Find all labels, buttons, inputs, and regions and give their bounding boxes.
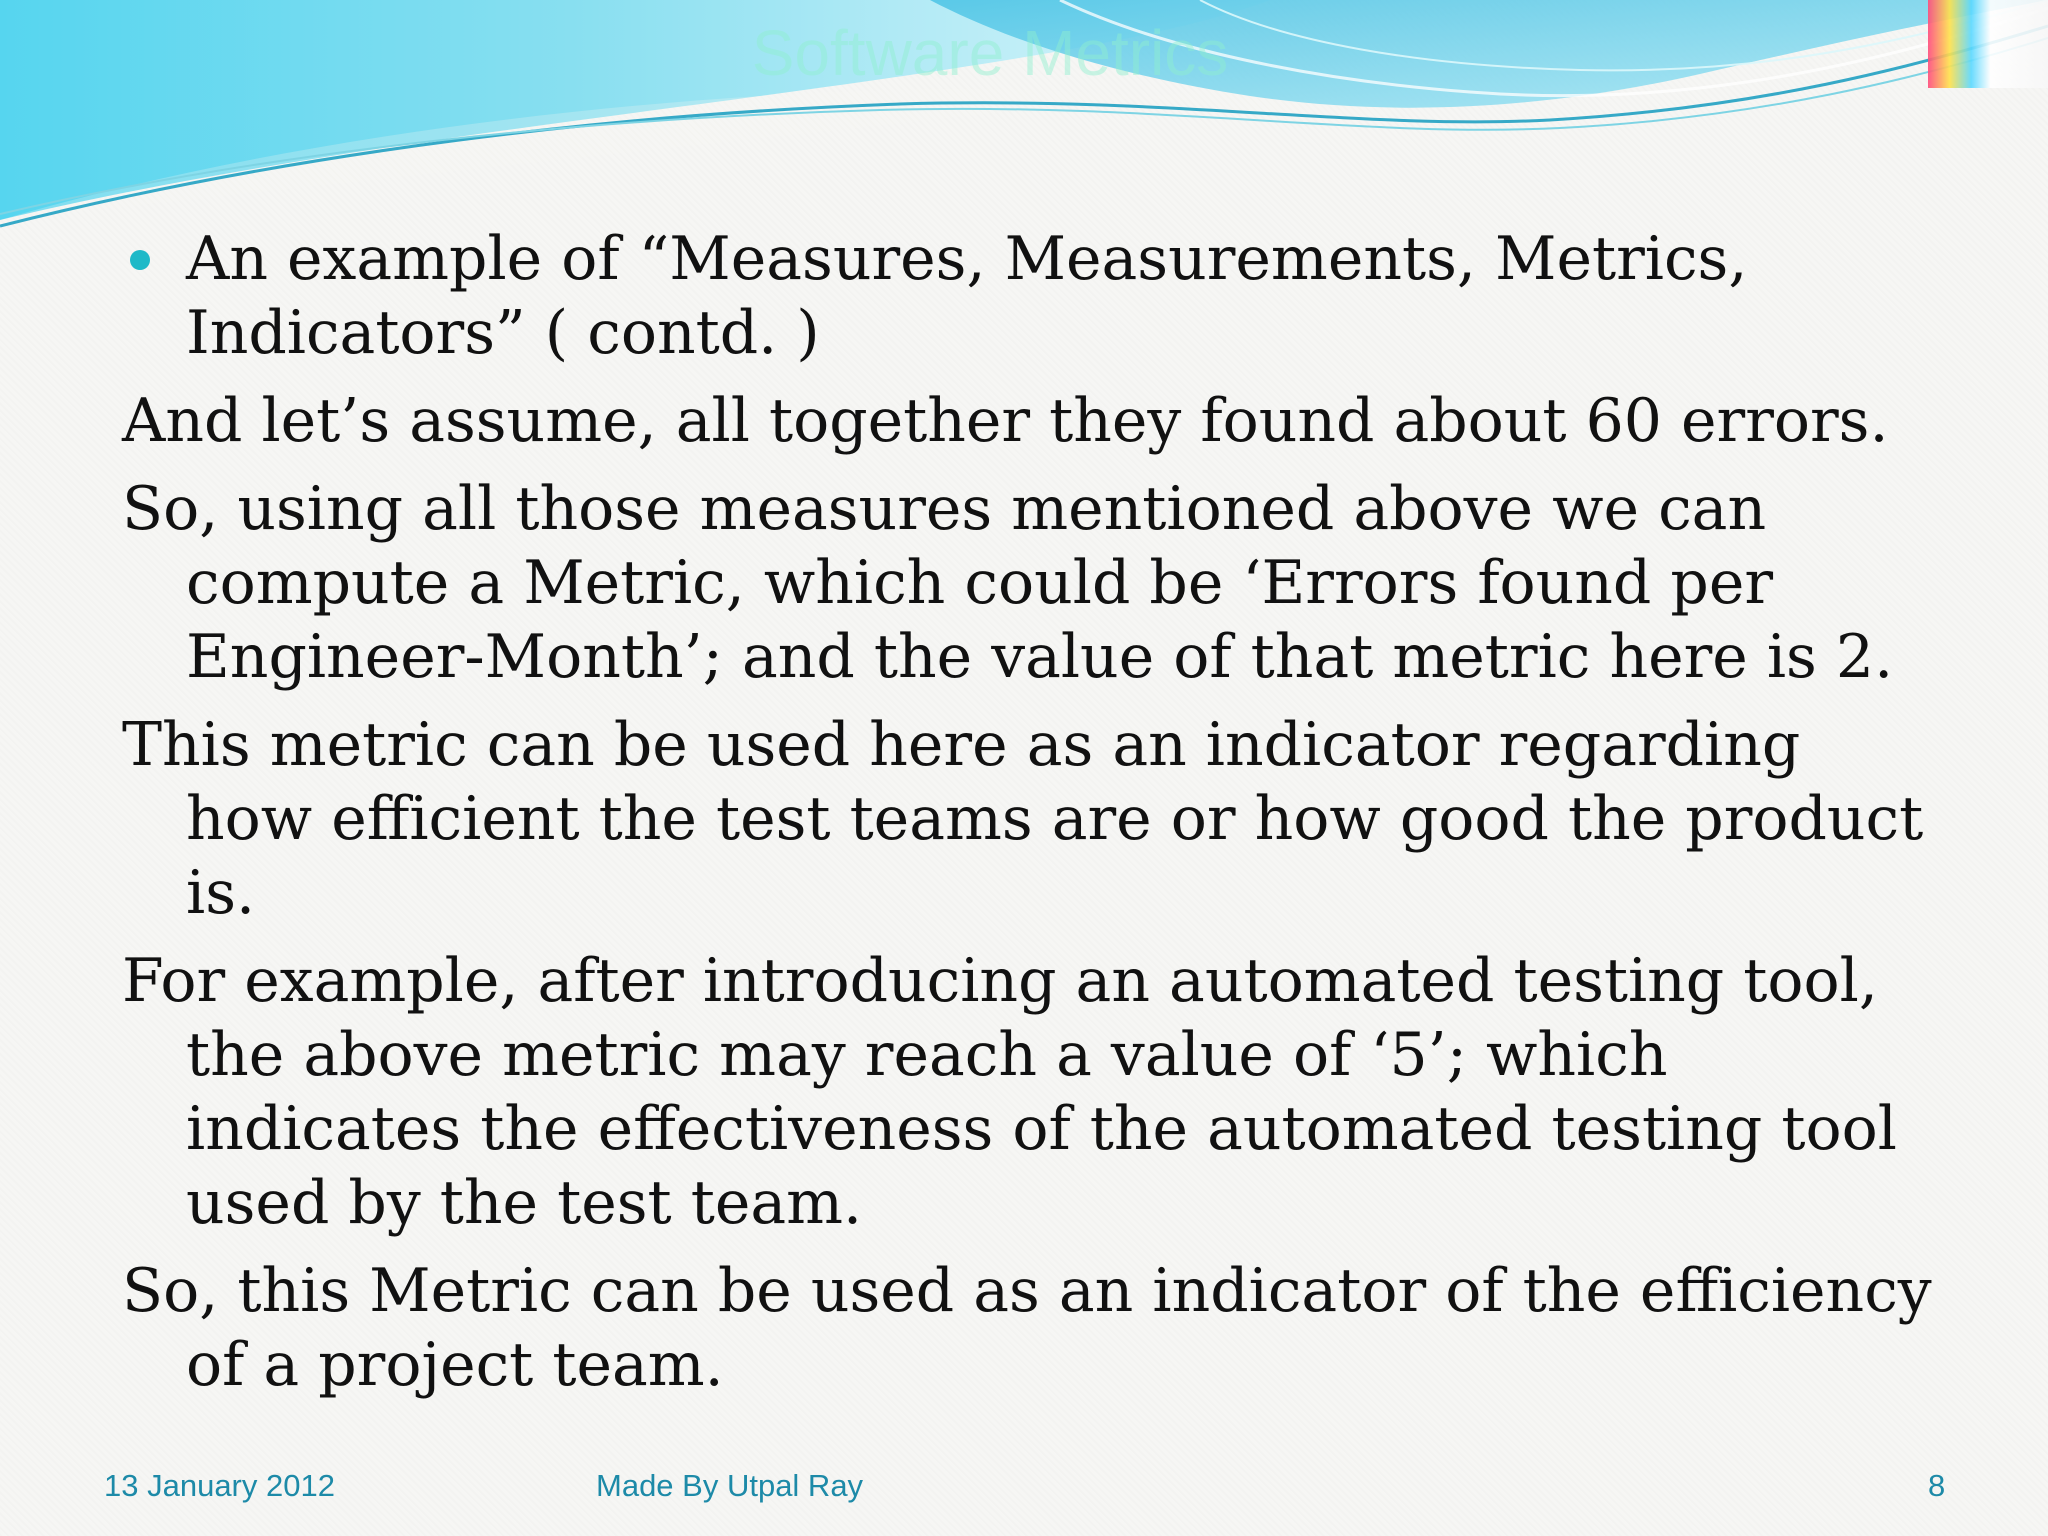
paragraph-errors-found: And let’s assume, all together they found about 60 errors. bbox=[122, 386, 1889, 456]
corner-color-swatch bbox=[1928, 0, 2048, 88]
paragraph-team-efficiency: So, this Metric can be used as an indicator of the efficiency of a project team. bbox=[122, 1256, 1932, 1400]
bullet-text: An example of “Measures, Measurements, Metrics, Indicators” ( contd. ) bbox=[186, 224, 1748, 368]
paragraph-metric-computation: So, using all those measures mentioned above we can compute a Metric, which could be ‘Errors found per Engineer-Month’; and the value of that metric here is 2. bbox=[122, 474, 1894, 692]
footer-author: Made By Utpal Ray bbox=[596, 1468, 864, 1503]
slide-body bbox=[122, 222, 1942, 1416]
footer-date: 13 January 2012 bbox=[104, 1468, 335, 1503]
paragraph-indicator-usage: This metric can be used here as an indicator regarding how efficient the test teams are or how good the product is. bbox=[122, 710, 1924, 928]
paragraph-automated-tool-example: For example, after introducing an automated testing tool, the above metric may reach a value of ‘5’; which indicates the effectiveness of the automated testing tool used by the test team. bbox=[122, 946, 1897, 1238]
slide-title: Software Metrics bbox=[751, 17, 1229, 89]
bullet-dot-icon bbox=[130, 250, 150, 270]
bullet-item bbox=[122, 222, 1942, 370]
footer-page-number: 8 bbox=[1928, 1468, 1946, 1503]
